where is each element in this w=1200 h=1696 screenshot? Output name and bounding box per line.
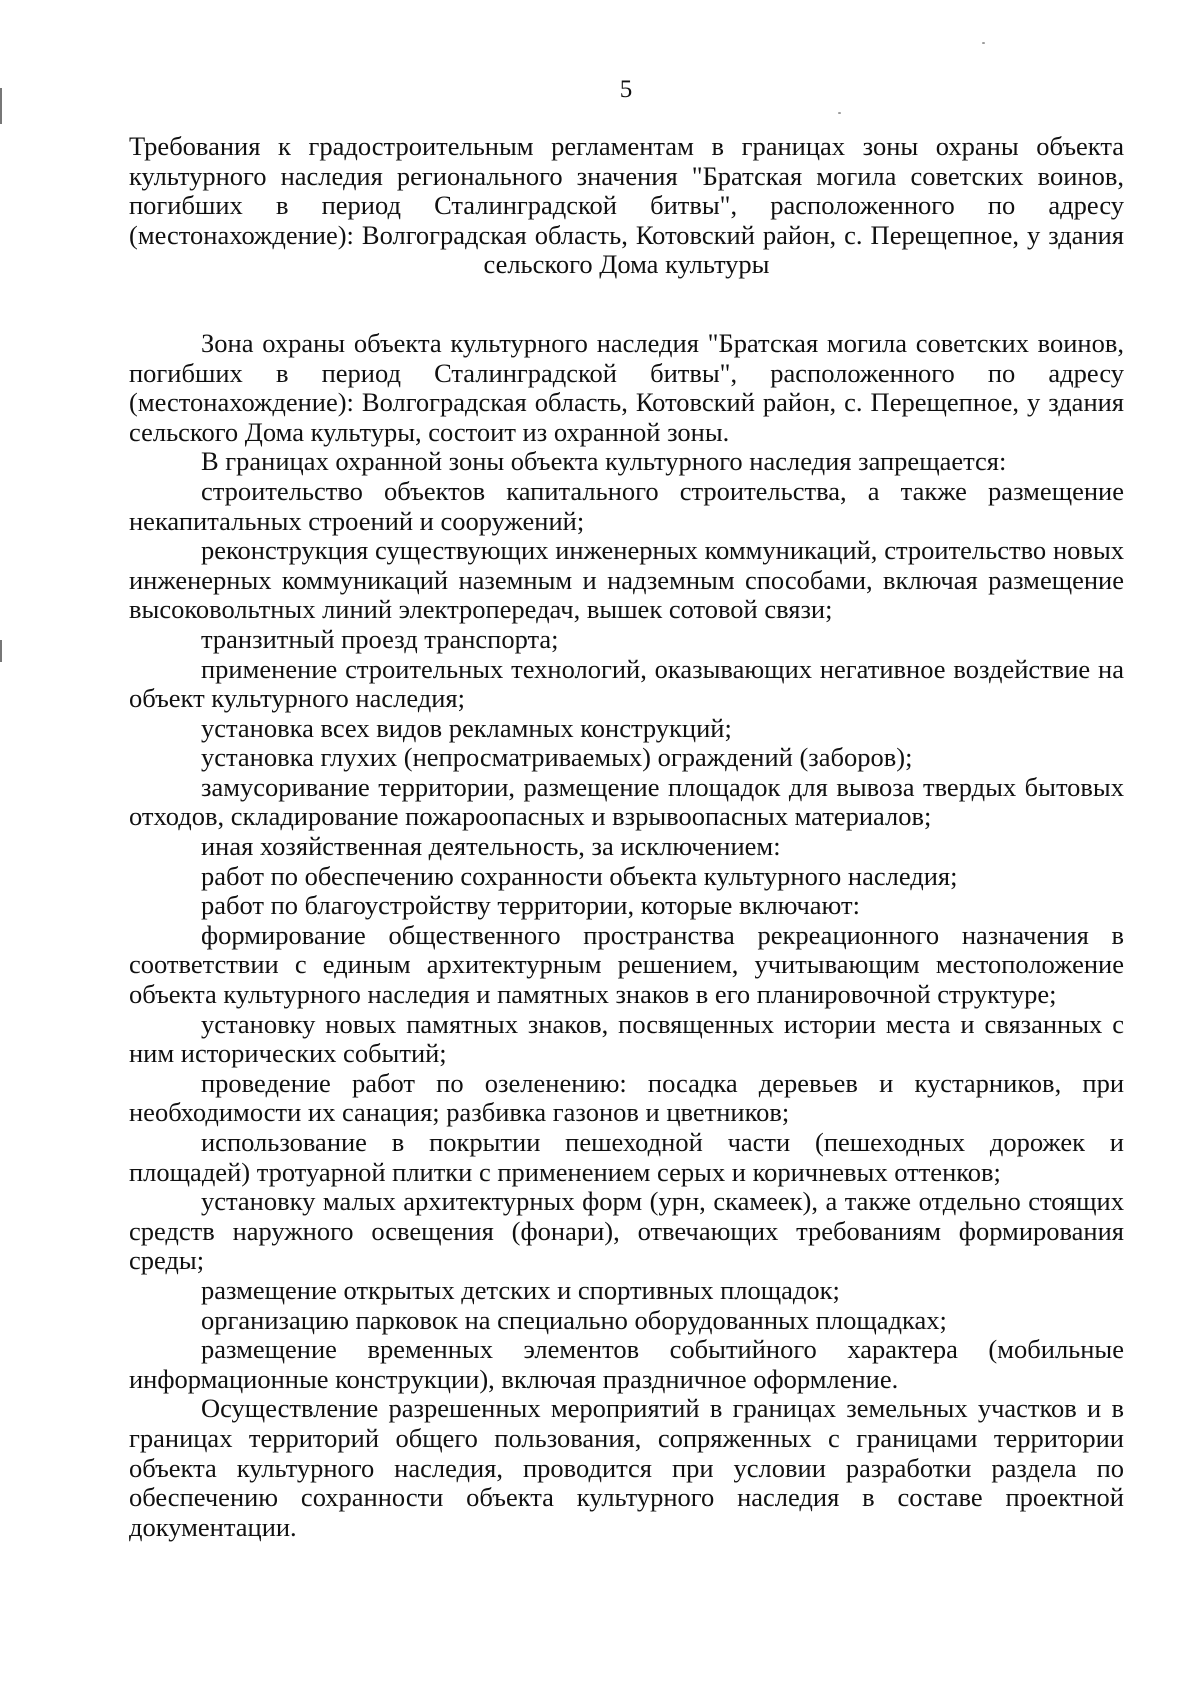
- list-item: транзитный проезд транспорта;: [201, 623, 559, 654]
- list-item: установка глухих (непросматриваемых) ограждений (заборов);: [201, 742, 913, 773]
- list-item: размещение временных элементов событийного характера (мобильные информационные конструкции), включая праздничное оформление.: [129, 1334, 1124, 1394]
- list-item: размещение открытых детских и спортивных площадок;: [201, 1274, 840, 1305]
- list-item: установку новых памятных знаков, посвященных истории места и связанных с ним исторических событий;: [129, 1008, 1124, 1069]
- list-item: применение строительных технологий, оказывающих негативное воздействие на объект культурного наследия;: [129, 653, 1124, 714]
- list-item: организацию парковок на специально оборудованных площадках;: [201, 1304, 947, 1335]
- scan-speck: [838, 112, 841, 114]
- heading-spacer: [129, 280, 1124, 329]
- scan-edge-mark: [0, 640, 2, 662]
- list-item: установку малых архитектурных форм (урн, скамеек), а также отдельно стоящих средств наружного освещения (фонари), отвечающих требованиям формирования среды;: [129, 1186, 1124, 1276]
- list-item: формирование общественного пространства рекреационного назначения в соответствии с единым архитектурным решением, учитывающим местоположение объекта культурного наследия и памятных знаков в его планировочной структуре;: [129, 919, 1124, 1010]
- list-item: строительство объектов капитального строительства, а также размещение некапитальных строений и сооружений;: [129, 475, 1124, 536]
- document-heading: Требования к градостроительным регламентам в границах зоны охраны объекта культурного наследия регионального значения "Братская могила советских воинов, погибших в период Сталинградской битвы", расположенного по адресу (местонахождение): Волгоградская область, Котовский район, с. Перещепное, у здания сельского Дома культуры: [129, 131, 1124, 280]
- list-item: работ по благоустройству территории, которые включают:: [201, 890, 860, 921]
- document-body: [129, 132, 1124, 1542]
- page-number: 5: [619, 76, 633, 103]
- list-item: установка всех видов рекламных конструкций;: [201, 712, 732, 743]
- list-item: замусоривание территории, размещение площадок для вывоза твердых бытовых отходов, складирование пожароопасных и взрывоопасных материалов;: [129, 771, 1124, 832]
- scan-speck: [982, 42, 985, 44]
- list-item: реконструкция существующих инженерных коммуникаций, строительство новых инженерных коммуникаций наземным и надземным способами, включая размещение высоковольтных линий электропередач, вышек сотовой связи;: [129, 535, 1124, 625]
- list-item: проведение работ по озеленению: посадка деревьев и кустарников, при необходимости их санация; разбивка газонов и цветников;: [129, 1067, 1124, 1128]
- list-item: работ по обеспечению сохранности объекта культурного наследия;: [201, 860, 958, 891]
- list-item: иная хозяйственная деятельность, за исключением:: [201, 831, 781, 862]
- paragraph-prohibitions-intro: В границах охранной зоны объекта культурного наследия запрещается:: [201, 446, 1007, 477]
- paragraph-conditions: Осуществление разрешенных мероприятий в границах земельных участков и в границах территорий общего пользования, сопряженных с границами территории объекта культурного наследия, проводится при условии разработки раздела по обеспечению сохранности объекта культурного наследия в составе проектной документации.: [129, 1393, 1124, 1542]
- list-item: использование в покрытии пешеходной части (пешеходных дорожек и площадей) тротуарной плитки с применением серых и коричневых оттенков;: [129, 1127, 1124, 1187]
- paragraph-zone-description: Зона охраны объекта культурного наследия "Братская могила советских воинов, погибших в период Сталинградской битвы", расположенного по адресу (местонахождение): Волгоградская область, Котовский район, с. Перещепное, у здания сельского Дома культуры, состоит из охранной зоны.: [129, 327, 1124, 447]
